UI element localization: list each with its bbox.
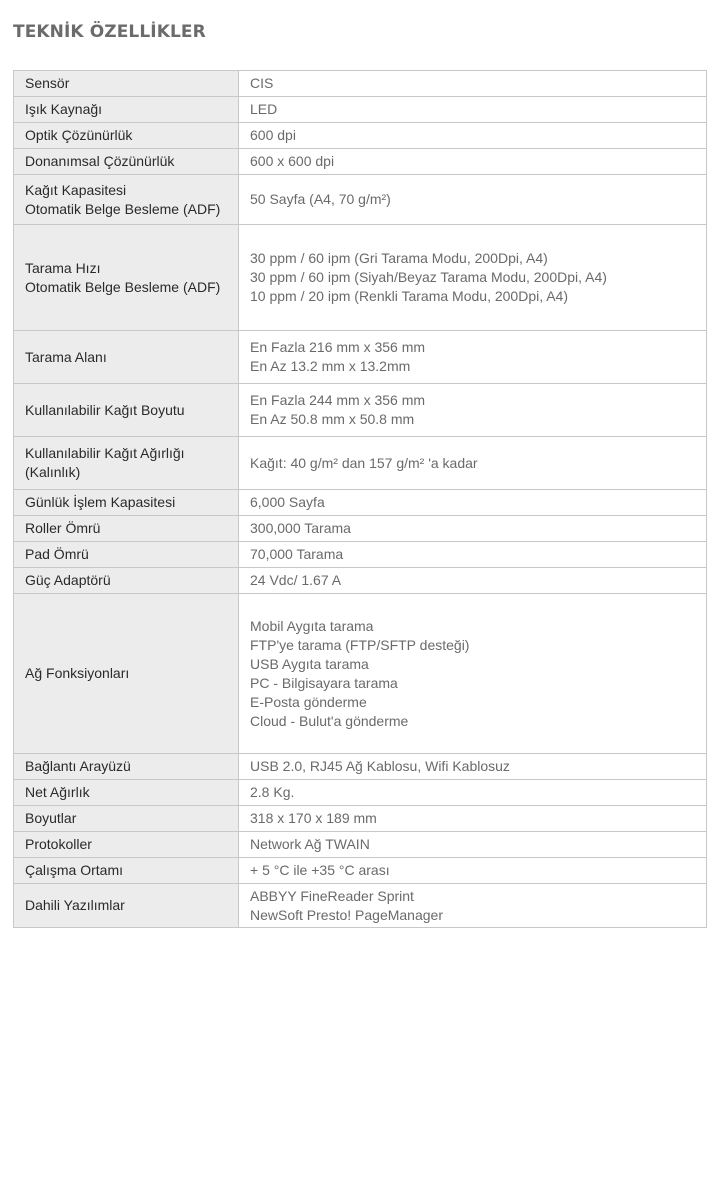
spec-label — [14, 225, 239, 331]
spec-label — [14, 832, 239, 858]
spec-value-line: + 5 °C ile +35 °C arası — [250, 862, 390, 878]
spec-value-line: 50 Sayfa (A4, 70 g/m²) — [250, 191, 391, 207]
spec-value — [239, 516, 707, 542]
spec-label-line: Tarama Hızı — [25, 259, 101, 276]
spec-label-line: Otomatik Belge Besleme (ADF) — [25, 200, 221, 217]
spec-label — [14, 490, 239, 516]
spec-value-line: En Az 13.2 mm x 13.2mm — [250, 358, 411, 374]
spec-row — [14, 568, 707, 594]
spec-value — [239, 175, 707, 225]
spec-value — [239, 594, 707, 754]
spec-value — [239, 542, 707, 568]
spec-label — [14, 384, 239, 437]
spec-value — [239, 490, 707, 516]
spec-table — [13, 70, 707, 928]
spec-value-line: NewSoft Presto! PageManager — [250, 906, 443, 923]
spec-value — [239, 437, 707, 490]
spec-label — [14, 437, 239, 490]
spec-row — [14, 71, 707, 97]
spec-value-line: 600 x 600 dpi — [250, 153, 335, 169]
spec-row — [14, 97, 707, 123]
spec-value-line: ABBYY FineReader Sprint — [250, 887, 414, 904]
spec-value-line: LED — [250, 101, 278, 117]
spec-label-line: Tarama Alanı — [25, 348, 107, 365]
spec-label-line: Donanımsal Çözünürlük — [25, 153, 175, 169]
spec-label-line: Dahili Yazılımlar — [25, 897, 125, 913]
spec-value-line: 24 Vdc/ 1.67 A — [250, 572, 342, 588]
spec-label — [14, 149, 239, 175]
spec-row — [14, 149, 707, 175]
spec-row — [14, 754, 707, 780]
spec-row — [14, 490, 707, 516]
spec-label-line: Ağ Fonksiyonları — [25, 665, 130, 681]
spec-label — [14, 71, 239, 97]
spec-value-line: 300,000 Tarama — [250, 520, 351, 536]
spec-value — [239, 384, 707, 437]
spec-value — [239, 225, 707, 331]
spec-value-line: Cloud - Bulut'a gönderme — [250, 712, 409, 729]
spec-value — [239, 71, 707, 97]
spec-value-line: Kağıt: 40 g/m² dan 157 g/m² 'a kadar — [250, 454, 478, 471]
spec-value-line: Mobil Aygıta tarama — [250, 617, 374, 634]
spec-label — [14, 97, 239, 123]
spec-value-line: 30 ppm / 60 ipm (Gri Tarama Modu, 200Dpi, A4) — [250, 250, 548, 266]
spec-label-line: Boyutlar — [25, 810, 77, 826]
spec-label — [14, 568, 239, 594]
spec-value-line: PC - Bilgisayara tarama — [250, 674, 398, 691]
spec-row — [14, 806, 707, 832]
spec-value-line: En Fazla 244 mm x 356 mm — [250, 392, 426, 408]
spec-value-line: 70,000 Tarama — [250, 546, 344, 562]
spec-label-line: Protokoller — [25, 836, 92, 852]
spec-value-line: 2.8 Kg. — [250, 784, 295, 800]
spec-row — [14, 123, 707, 149]
spec-value-line: Network Ağ TWAIN — [250, 836, 370, 852]
spec-label-line: Net Ağırlık — [25, 784, 90, 800]
spec-label — [14, 806, 239, 832]
spec-row — [14, 832, 707, 858]
spec-row — [14, 858, 707, 884]
spec-label-line: (Kalınlık) — [25, 464, 81, 480]
spec-value — [239, 858, 707, 884]
spec-value-line: 6,000 Sayfa — [250, 494, 325, 510]
spec-row — [14, 175, 707, 225]
spec-value-line: 600 dpi — [250, 127, 296, 143]
spec-label-line: Güç Adaptörü — [25, 572, 111, 588]
spec-label — [14, 175, 239, 225]
spec-label-line: Günlük İşlem Kapasitesi — [25, 494, 176, 510]
page-title: TEKNİK ÖZELLİKLER — [13, 22, 206, 42]
spec-label-line: Roller Ömrü — [25, 520, 101, 536]
spec-row — [14, 437, 707, 490]
spec-value — [239, 832, 707, 858]
spec-label — [14, 858, 239, 884]
spec-value-line: 318 x 170 x 189 mm — [250, 810, 377, 826]
spec-value-line: USB 2.0, RJ45 Ağ Kablosu, Wifi Kablosuz — [250, 758, 510, 774]
spec-value — [239, 123, 707, 149]
spec-label-line: Otomatik Belge Besleme (ADF) — [25, 278, 221, 295]
spec-label-line: Kağıt Kapasitesi — [25, 181, 127, 198]
spec-label-line: Kullanılabilir Kağıt Ağırlığı — [25, 445, 185, 461]
spec-value — [239, 568, 707, 594]
spec-value-line: En Fazla 216 mm x 356 mm — [250, 339, 426, 355]
spec-row — [14, 331, 707, 384]
spec-label-line: Çalışma Ortamı — [25, 862, 124, 878]
spec-value-line: FTP'ye tarama (FTP/SFTP desteği) — [250, 636, 470, 653]
spec-row — [14, 594, 707, 754]
spec-label — [14, 884, 239, 928]
spec-value-line: E-Posta gönderme — [250, 693, 367, 710]
spec-row — [14, 780, 707, 806]
spec-value-line: 10 ppm / 20 ipm (Renkli Tarama Modu, 200Dpi, A4) — [250, 288, 569, 304]
spec-row — [14, 516, 707, 542]
spec-label-line: Kullanılabilir Kağıt Boyutu — [25, 401, 185, 418]
spec-label-line: Optik Çözünürlük — [25, 127, 133, 143]
spec-label — [14, 594, 239, 754]
spec-label — [14, 516, 239, 542]
spec-table-body — [14, 71, 707, 928]
spec-row — [14, 384, 707, 437]
spec-value — [239, 884, 707, 928]
spec-value — [239, 780, 707, 806]
spec-value — [239, 97, 707, 123]
spec-row — [14, 542, 707, 568]
spec-value — [239, 149, 707, 175]
spec-label — [14, 331, 239, 384]
spec-label-line: Pad Ömrü — [25, 546, 89, 562]
spec-label-line: Bağlantı Arayüzü — [25, 758, 131, 774]
spec-label — [14, 542, 239, 568]
spec-value-line: En Az 50.8 mm x 50.8 mm — [250, 411, 415, 427]
spec-row — [14, 225, 707, 331]
spec-value — [239, 754, 707, 780]
spec-value — [239, 806, 707, 832]
spec-value-line: CIS — [250, 75, 274, 91]
spec-label-line: Işık Kaynağı — [25, 101, 103, 117]
spec-label — [14, 754, 239, 780]
spec-value-line: USB Aygıta tarama — [250, 655, 369, 672]
spec-row — [14, 884, 707, 928]
spec-label — [14, 123, 239, 149]
spec-label — [14, 780, 239, 806]
spec-value-line: 30 ppm / 60 ipm (Siyah/Beyaz Tarama Modu, 200Dpi, A4) — [250, 269, 607, 285]
spec-value — [239, 331, 707, 384]
spec-label-line: Sensör — [25, 75, 70, 91]
